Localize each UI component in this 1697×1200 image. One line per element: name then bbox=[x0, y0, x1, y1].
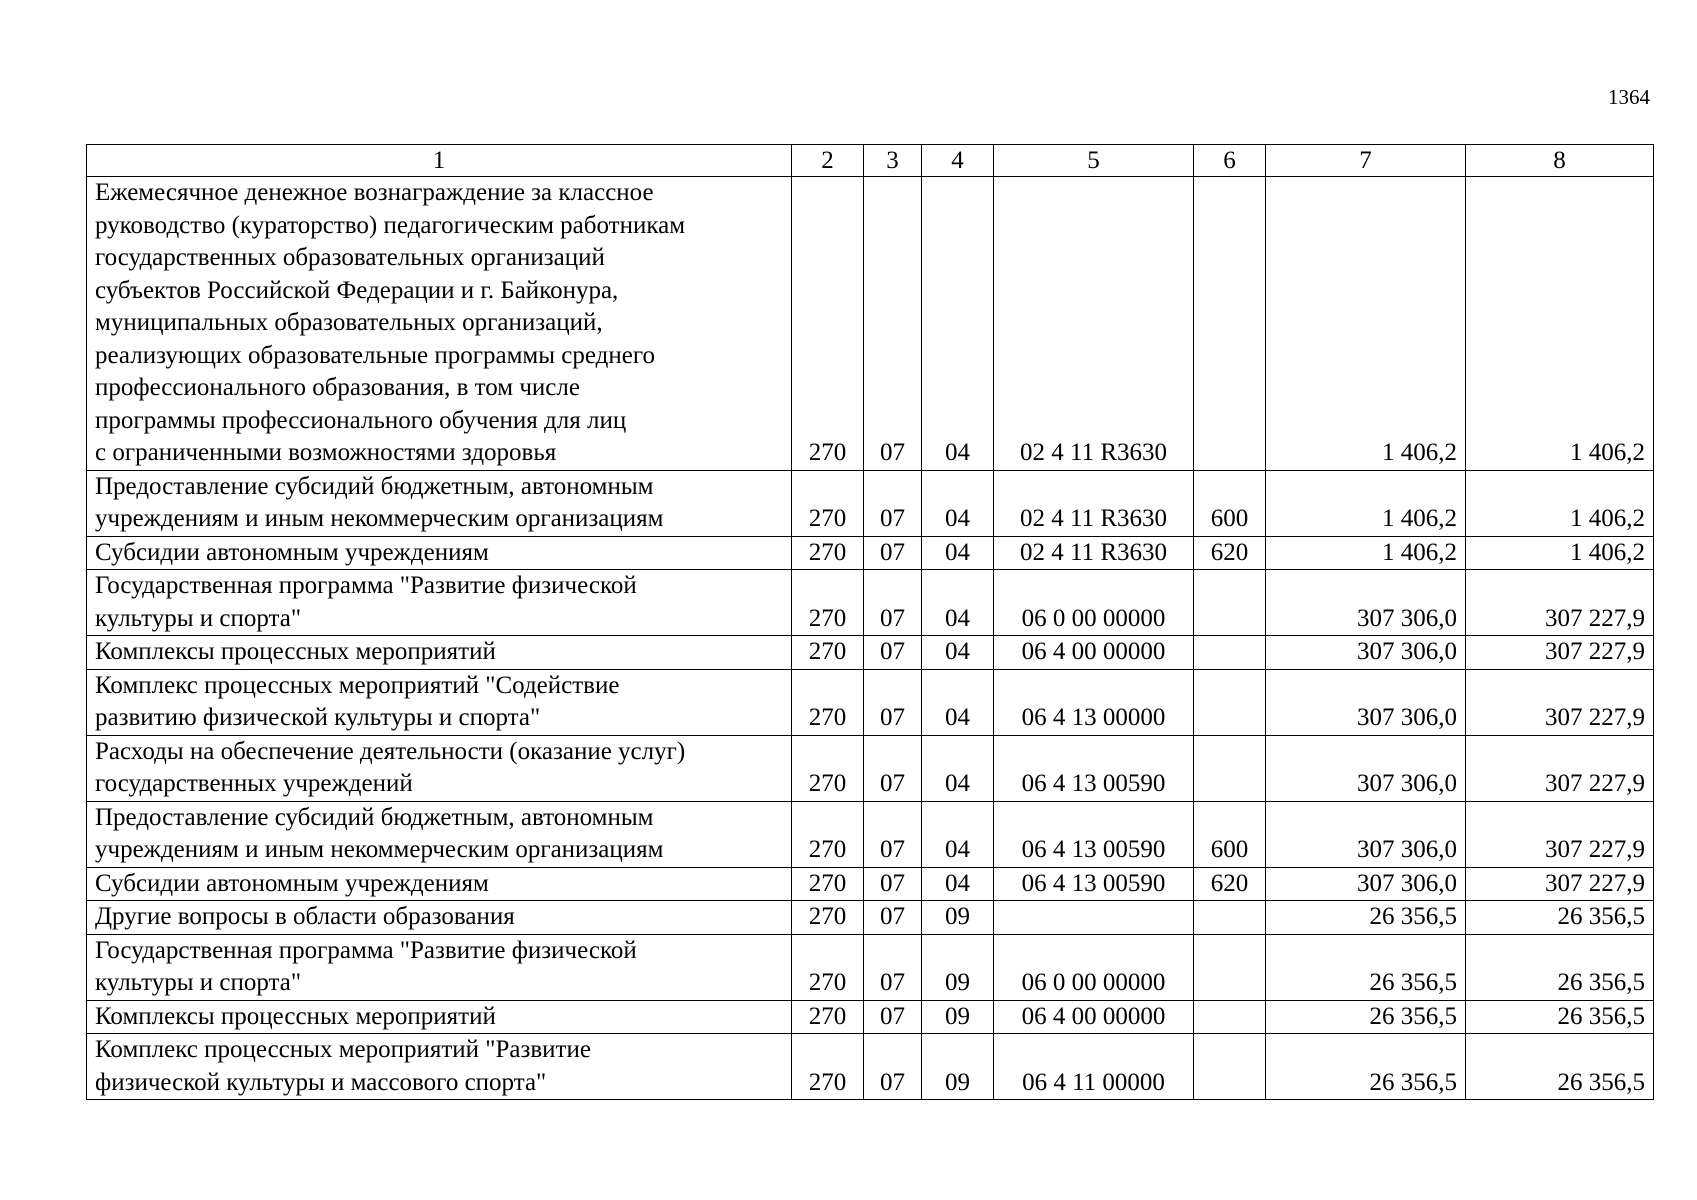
row-name-text: Другие вопросы в области образования bbox=[95, 903, 515, 930]
subsection-code-cell: 09 bbox=[922, 1000, 994, 1034]
expense-type-cell bbox=[1194, 570, 1266, 636]
budget-table bbox=[86, 144, 1654, 1100]
amount-year1-cell: 1 406,2 bbox=[1266, 177, 1466, 471]
table-row bbox=[87, 570, 1654, 636]
row-name-cell bbox=[87, 470, 792, 536]
table-row bbox=[87, 636, 1654, 670]
amount-year2-cell: 307 227,9 bbox=[1466, 570, 1654, 636]
section-code-cell: 07 bbox=[864, 536, 922, 570]
section-code-cell: 07 bbox=[864, 669, 922, 735]
header-cell: 1 bbox=[87, 145, 792, 177]
row-name-text: Субсидии автономным учреждениям bbox=[95, 538, 489, 566]
target-article-cell: 06 0 00 00000 bbox=[994, 934, 1194, 1000]
subsection-code-cell: 09 bbox=[922, 1034, 994, 1100]
ministry-code-cell: 270 bbox=[792, 735, 864, 801]
ministry-code-cell: 270 bbox=[792, 801, 864, 867]
row-name-text: Предоставление субсидий бюджетным, автономным учреждениям и иным некоммерческим организациям bbox=[95, 472, 664, 532]
section-code-cell: 07 bbox=[864, 570, 922, 636]
expense-type-cell: 620 bbox=[1194, 867, 1266, 901]
row-name-cell bbox=[87, 934, 792, 1000]
amount-year1-cell: 307 306,0 bbox=[1266, 801, 1466, 867]
subsection-code-cell: 04 bbox=[922, 669, 994, 735]
amount-year1-cell: 1 406,2 bbox=[1266, 536, 1466, 570]
table-row bbox=[87, 669, 1654, 735]
expense-type-cell bbox=[1194, 934, 1266, 1000]
target-article-cell bbox=[994, 901, 1194, 935]
table-row bbox=[87, 536, 1654, 570]
expense-type-cell: 620 bbox=[1194, 536, 1266, 570]
row-name-text: Комплексы процессных мероприятий bbox=[95, 1002, 496, 1030]
target-article-cell: 06 4 13 00590 bbox=[994, 735, 1194, 801]
row-name-cell bbox=[87, 536, 792, 570]
ministry-code-cell: 270 bbox=[792, 536, 864, 570]
ministry-code-cell: 270 bbox=[792, 470, 864, 536]
target-article-cell: 02 4 11 R3630 bbox=[994, 470, 1194, 536]
amount-year2-cell: 1 406,2 bbox=[1466, 470, 1654, 536]
row-name-cell bbox=[87, 1034, 792, 1100]
target-article-cell: 06 4 13 00590 bbox=[994, 801, 1194, 867]
section-code-cell: 07 bbox=[864, 470, 922, 536]
row-name-text: Субсидии автономным учреждениям bbox=[95, 869, 489, 897]
section-code-cell: 07 bbox=[864, 1000, 922, 1034]
subsection-code-cell: 04 bbox=[922, 735, 994, 801]
table-row bbox=[87, 801, 1654, 867]
table-row bbox=[87, 1034, 1654, 1100]
ministry-code-cell: 270 bbox=[792, 636, 864, 670]
row-name-cell bbox=[87, 801, 792, 867]
header-cell: 7 bbox=[1266, 145, 1466, 177]
amount-year2-cell: 307 227,9 bbox=[1466, 669, 1654, 735]
expense-type-cell: 600 bbox=[1194, 470, 1266, 536]
ministry-code-cell: 270 bbox=[792, 669, 864, 735]
table-row bbox=[87, 735, 1654, 801]
row-name-text: Государственная программа "Развитие физической культуры и спорта" bbox=[95, 936, 637, 996]
ministry-code-cell: 270 bbox=[792, 177, 864, 471]
row-name-cell bbox=[87, 669, 792, 735]
target-article-cell: 06 4 00 00000 bbox=[994, 1000, 1194, 1034]
row-name-cell bbox=[87, 177, 792, 471]
subsection-code-cell: 09 bbox=[922, 901, 994, 935]
ministry-code-cell: 270 bbox=[792, 867, 864, 901]
ministry-code-cell: 270 bbox=[792, 901, 864, 935]
target-article-cell: 02 4 11 R3630 bbox=[994, 536, 1194, 570]
expense-type-cell bbox=[1194, 669, 1266, 735]
amount-year2-cell: 307 227,9 bbox=[1466, 735, 1654, 801]
amount-year1-cell: 307 306,0 bbox=[1266, 867, 1466, 901]
section-code-cell: 07 bbox=[864, 901, 922, 935]
row-name-cell bbox=[87, 1000, 792, 1034]
row-name-cell bbox=[87, 901, 792, 935]
header-cell: 6 bbox=[1194, 145, 1266, 177]
amount-year1-cell: 26 356,5 bbox=[1266, 1000, 1466, 1034]
expense-type-cell bbox=[1194, 901, 1266, 935]
amount-year1-cell: 307 306,0 bbox=[1266, 570, 1466, 636]
row-name-text: Комплексы процессных мероприятий bbox=[95, 638, 496, 665]
target-article-cell: 02 4 11 R3630 bbox=[994, 177, 1194, 471]
ministry-code-cell: 270 bbox=[792, 1000, 864, 1034]
amount-year2-cell: 307 227,9 bbox=[1466, 867, 1654, 901]
row-name-text: Ежемесячное денежное вознаграждение за классное руководство (кураторство) педагогическим работникам государственных образовательных организаций субъектов Российской Федерации и г. Байконура, муниципальных образовательных организаций, реализующих образовательные программы среднего профессионального образования, в том числе программы профессионального обучения для лиц с ограниченными возможностями здоровья bbox=[95, 179, 686, 466]
subsection-code-cell: 04 bbox=[922, 570, 994, 636]
header-cell: 4 bbox=[922, 145, 994, 177]
section-code-cell: 07 bbox=[864, 636, 922, 670]
expense-type-cell bbox=[1194, 735, 1266, 801]
row-name-text: Расходы на обеспечение деятельности (оказание услуг) государственных учреждений bbox=[95, 737, 686, 797]
section-code-cell: 07 bbox=[864, 735, 922, 801]
target-article-cell: 06 0 00 00000 bbox=[994, 570, 1194, 636]
expense-type-cell bbox=[1194, 1034, 1266, 1100]
table-row bbox=[87, 901, 1654, 935]
table-row bbox=[87, 934, 1654, 1000]
ministry-code-cell: 270 bbox=[792, 570, 864, 636]
expense-type-cell: 600 bbox=[1194, 801, 1266, 867]
row-name-cell bbox=[87, 636, 792, 670]
header-cell: 5 bbox=[994, 145, 1194, 177]
table-row bbox=[87, 1000, 1654, 1034]
page-number: 1364 bbox=[1608, 85, 1650, 109]
amount-year2-cell: 307 227,9 bbox=[1466, 801, 1654, 867]
amount-year2-cell: 307 227,9 bbox=[1466, 636, 1654, 670]
subsection-code-cell: 04 bbox=[922, 867, 994, 901]
amount-year1-cell: 307 306,0 bbox=[1266, 636, 1466, 670]
amount-year2-cell: 26 356,5 bbox=[1466, 1034, 1654, 1100]
header-cell: 8 bbox=[1466, 145, 1654, 177]
expense-type-cell bbox=[1194, 1000, 1266, 1034]
amount-year1-cell: 307 306,0 bbox=[1266, 669, 1466, 735]
section-code-cell: 07 bbox=[864, 801, 922, 867]
amount-year1-cell: 26 356,5 bbox=[1266, 901, 1466, 935]
row-name-text: Предоставление субсидий бюджетным, автономным учреждениям и иным некоммерческим организациям bbox=[95, 803, 664, 863]
amount-year2-cell: 26 356,5 bbox=[1466, 934, 1654, 1000]
section-code-cell: 07 bbox=[864, 1034, 922, 1100]
ministry-code-cell: 270 bbox=[792, 934, 864, 1000]
row-name-text: Комплекс процессных мероприятий "Содействие развитию физической культуры и спорта" bbox=[95, 671, 620, 731]
amount-year1-cell: 26 356,5 bbox=[1266, 1034, 1466, 1100]
expense-type-cell bbox=[1194, 177, 1266, 471]
amount-year1-cell: 1 406,2 bbox=[1266, 470, 1466, 536]
amount-year2-cell: 26 356,5 bbox=[1466, 1000, 1654, 1034]
target-article-cell: 06 4 13 00000 bbox=[994, 669, 1194, 735]
row-name-cell bbox=[87, 735, 792, 801]
header-cell: 2 bbox=[792, 145, 864, 177]
amount-year1-cell: 26 356,5 bbox=[1266, 934, 1466, 1000]
subsection-code-cell: 09 bbox=[922, 934, 994, 1000]
table-row bbox=[87, 867, 1654, 901]
table-row bbox=[87, 470, 1654, 536]
section-code-cell: 07 bbox=[864, 867, 922, 901]
table-row bbox=[87, 177, 1654, 471]
row-name-text: Государственная программа "Развитие физической культуры и спорта" bbox=[95, 572, 637, 632]
target-article-cell: 06 4 00 00000 bbox=[994, 636, 1194, 670]
row-name-cell bbox=[87, 867, 792, 901]
row-name-cell bbox=[87, 570, 792, 636]
target-article-cell: 06 4 13 00590 bbox=[994, 867, 1194, 901]
amount-year1-cell: 307 306,0 bbox=[1266, 735, 1466, 801]
subsection-code-cell: 04 bbox=[922, 801, 994, 867]
target-article-cell: 06 4 11 00000 bbox=[994, 1034, 1194, 1100]
header-cell: 3 bbox=[864, 145, 922, 177]
row-name-text: Комплекс процессных мероприятий "Развитие физической культуры и массового спорта" bbox=[95, 1036, 591, 1096]
subsection-code-cell: 04 bbox=[922, 636, 994, 670]
amount-year2-cell: 1 406,2 bbox=[1466, 536, 1654, 570]
subsection-code-cell: 04 bbox=[922, 177, 994, 471]
amount-year2-cell: 1 406,2 bbox=[1466, 177, 1654, 471]
section-code-cell: 07 bbox=[864, 177, 922, 471]
subsection-code-cell: 04 bbox=[922, 536, 994, 570]
header-row bbox=[87, 145, 1654, 177]
subsection-code-cell: 04 bbox=[922, 470, 994, 536]
expense-type-cell bbox=[1194, 636, 1266, 670]
table-body bbox=[87, 177, 1654, 1100]
section-code-cell: 07 bbox=[864, 934, 922, 1000]
ministry-code-cell: 270 bbox=[792, 1034, 864, 1100]
amount-year2-cell: 26 356,5 bbox=[1466, 901, 1654, 935]
